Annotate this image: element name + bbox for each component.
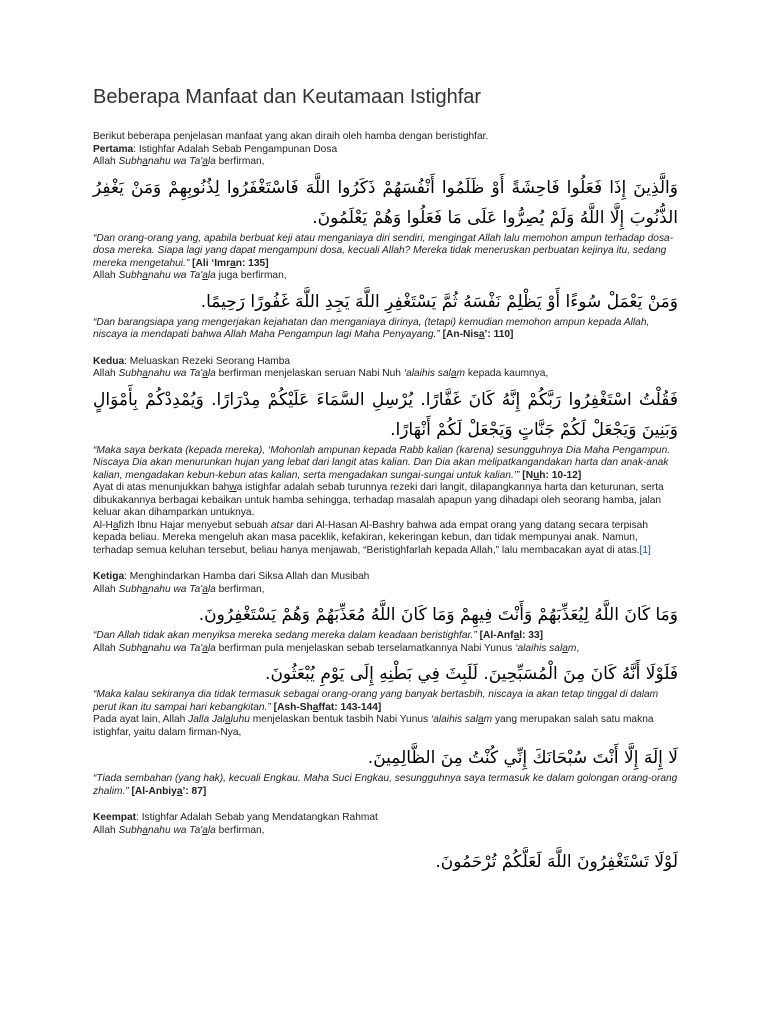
section-1-title: : Istighfar Adalah Sebab Pengampunan Dosa <box>133 143 338 155</box>
translation-5: “Maka kalau sekiranya dia tidak termasuk sebagai orang-orang yang banyak bertasbih, niscaya ia akan tetap tinggal di dalam perut ikan itu sampai hari kebangkitan.” [Ash-Shaffat: 143-144] <box>93 689 659 713</box>
translation-3: “Maka saya berkata (kepada mereka), ‘Mohonlah ampunan kepada Rabb kalian (karena) sesungguhnya Dia Maha Pengampun. Niscaya Dia akan menurunkan hujan yang lebat dari langit atas kalian. Dan Dia akan melipatkangandakan harta dan anak-anak kalian, mengadakan kebun-kebun atas kalian, serta mengadakan sungai-sungai untuk kalian.’” [Nuh: 10-12] <box>93 444 671 481</box>
section-2-intro: Allah Subhanahu wa Ta'ala berfirman menjelaskan seruan Nabi Nuh ‘alaihis salam kepada kaumnya, <box>93 368 549 379</box>
translation-6: “Tiada sembahan (yang hak), kecuali Engkau. Maha Suci Engkau, sesungguhnya saya termasuk ke dalam golongan orang-orang zhalim.” [Al-Anbiya’: 87] <box>93 773 678 797</box>
explanation-2: Al-Hafizh Ibnu Hajar menyebut sebuah atsar dari Al-Hasan Al-Bashry bahwa ada empat orang yang datang secara terpisah kepada beliau. Mereka mengeluh akan masa paceklik, kefakiran, kekeringan kebun, dan tidak mempunyai anak. Namun, terhadap semua keluhan tersebut, beliau hanya menjawab, “Beristighfarlah kepada Allah,” lalu membacakan ayat di atas.[1] <box>93 519 651 556</box>
arabic-verse-5: فَلَوْلَا أَنَّهُ كَانَ مِنَ الْمُسَبِّحِينَ. لَلَبِثَ فِي بَطْنِهِ إِلَى يَوْمِ يُبْعَثُونَ. <box>265 664 678 684</box>
section-3-title: : Menghindarkan Hamba dari Siksa Allah dan Musibah <box>124 571 370 582</box>
section-3-label: Ketiga <box>93 571 125 582</box>
arabic-verse-1: وَالَّذِينَ إِذَا فَعَلُوا فَاحِشَةً أَوْ ظَلَمُوا أَنْفُسَهُمْ ذَكَرُوا اللَّهَ فَاسْتَغْفَرُوا لِذُنُوبِهِمْ وَمَنْ يَغْفِرُ الذُّنُوبَ إِلَّا اللَّهُ وَلَمْ يُصِرُّوا عَلَى مَا فَعَلُوا وَهُمْ يَعْلَمُونَ. <box>93 177 678 228</box>
arabic-verse-4: وَمَا كَانَ اللَّهُ لِيُعَذِّبَهُمْ وَأَنْتَ فِيهِمْ وَمَا كَانَ اللَّهُ مُعَذِّبَهُمْ وَهُمْ يَسْتَغْفِرُونَ. <box>198 605 678 625</box>
page-title: Beberapa Manfaat dan Keutamaan Istighfar <box>93 86 482 108</box>
explanation-3: Pada ayat lain, Allah Jalla Jalaluhu menjelaskan bentuk tasbih Nabi Yunus ‘alaihis salam yang merupakan salah satu makna istighfar, yaitu dalam firman-Nya, <box>93 714 654 738</box>
section-4-heading <box>93 812 678 825</box>
reference-1: [Ali ‘Imran: 135] <box>192 257 269 269</box>
section-1-heading <box>93 144 678 157</box>
section-3-intro: Allah Subhanahu wa Ta'ala berfirman, <box>93 583 265 595</box>
section-1-intro-2: Allah Subhanahu wa Ta'ala juga berfirman, <box>93 270 287 281</box>
subhanahu-text: Subhanahu wa Ta'ala <box>118 156 216 167</box>
section-1-label: Pertama <box>93 143 134 155</box>
section-3-intro-2: Allah Subhanahu wa Ta'ala berfirman pula menjelaskan sebab terselamatkannya Nabi Yunus ‘alaihis salam, <box>93 642 580 654</box>
section-2-heading <box>93 356 678 369</box>
section-2-label: Kedua <box>93 355 125 367</box>
reference-5: [Ash-Shaffat: 143-144] <box>273 701 382 713</box>
section-4-label: Keempat <box>93 812 137 823</box>
section-3-heading <box>93 571 678 584</box>
arabic-verse-7: لَوْلَا تَسْتَغْفِرُونَ اللَّهَ لَعَلَّكُمْ تُرْحَمُونَ. <box>435 852 678 872</box>
footnote-link[interactable]: [1] <box>639 544 651 556</box>
section-2-title: : Meluaskan Rezeki Seorang Hamba <box>124 355 291 367</box>
reference-4: [Al-Anfal: 33] <box>479 630 544 641</box>
intro-text: Berikut beberapa penjelasan manfaat yang akan diraih oleh hamba dengan beristighfar. <box>93 131 489 142</box>
section-1-intro <box>93 156 678 169</box>
translation-2: “Dan barangsiapa yang mengerjakan kejahatan dan menganiaya dirinya, (tetapi) kemudian memohon ampun kepada Allah, niscaya ia mendapati bahwa Allah Maha Pengampun lagi Maha Penyayang.” [An-Nisa’: 110] <box>93 316 650 340</box>
section-4-intro: Allah Subhanahu wa Ta'ala berfirman, <box>93 824 265 836</box>
arabic-verse-2: وَمَنْ يَعْمَلْ سُوءًا أَوْ يَظْلِمْ نَفْسَهُ ثُمَّ يَسْتَغْفِرِ اللَّهَ يَجِدِ اللَّهَ غَفُورًا رَحِيمًا. <box>200 291 678 312</box>
arabic-verse-3: فَقُلْتُ اسْتَغْفِرُوا رَبَّكُمْ إِنَّهُ كَانَ غَفَّارًا. يُرْسِلِ السَّمَاءَ عَلَيْكُمْ مِدْرَارًا. وَيُمْدِدْكُمْ بِأَمْوَالٍ وَبَنِينَ وَيَجْعَلْ لَكُمْ جَنَّاتٍ وَيَجْعَلْ لَكُمْ أَنْهَارًا. <box>93 389 678 440</box>
translation-4: “Dan Allah tidak akan menyiksa mereka sedang mereka dalam keadaan beristighfar.” [Al-Anfal: 33] <box>93 630 544 641</box>
explanation-1: Ayat di atas menunjukkan bahwa istighfar adalah sebab turunnya rezeki dari langit, dilapangkannya harta dan keturunan, serta dibukakannya berbagai kebaikan untuk hamba sehingga, terhadap masalah apapun yang dihadapi oleh seorang hamba, jalan keluar akan dihamparkan untuknya. <box>93 482 664 518</box>
article <box>93 86 678 877</box>
translation-1: “Dan orang-orang yang, apabila berbuat keji atau menganiaya diri sendiri, mengingat Allah lalu memohon ampun terhadap dosa-dosa mereka. Siapa lagi yang dapat mengampuni dosa, kecuali Allah? Mereka tidak meneruskan perbuatan kejinya itu, sedang mereka mengetahui.” [Ali ‘Imran: 135] <box>93 232 674 269</box>
allah-text: Allah <box>93 156 119 167</box>
section-4-title: : Istighfar Adalah Sebab yang Mendatangkan Rahmat <box>136 812 378 823</box>
reference-6: [Al-Anbiya’: 87] <box>131 785 207 797</box>
arabic-verse-6: لَا إِلَهَ إِلَّا أَنْتَ سُبْحَانَكَ إِنِّي كُنْتُ مِنَ الظَّالِمِينَ. <box>367 748 678 768</box>
berfirman-text: berfirman, <box>215 156 265 167</box>
reference-2: [An-Nisa’: 110] <box>442 329 514 340</box>
reference-3: [Nuh: 10-12] <box>522 469 582 481</box>
